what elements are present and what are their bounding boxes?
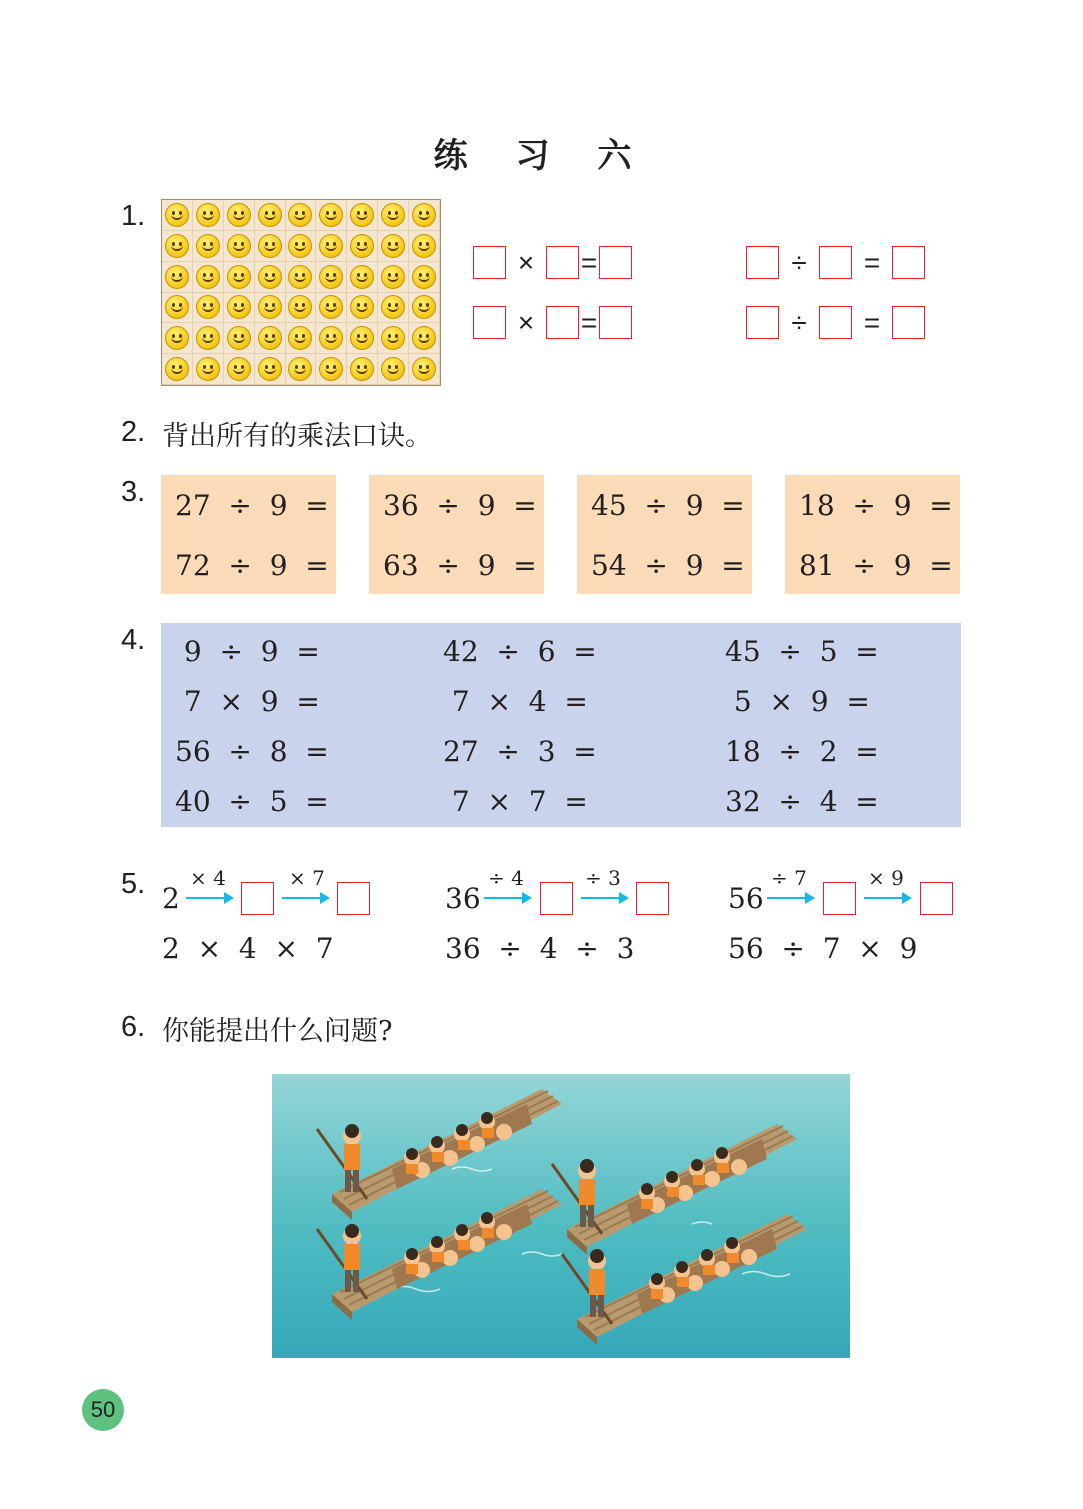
grid-cell [162, 354, 193, 385]
smiley-face-icon [227, 295, 251, 319]
grid-cell [193, 231, 224, 262]
grid-cell [162, 262, 193, 293]
answer-box[interactable] [920, 882, 953, 915]
page-number-badge: 50 [82, 1389, 124, 1431]
equation: 7 × 7 = [443, 785, 588, 818]
equation: 45 ÷ 9 = [591, 489, 745, 522]
grid-cell [347, 293, 378, 324]
answer-box[interactable] [546, 306, 579, 339]
grid-cell [162, 200, 193, 231]
grid-cell [224, 262, 255, 293]
grid-cell [347, 262, 378, 293]
times-sign: × [517, 306, 535, 338]
grid-cell [255, 231, 286, 262]
question-2-number: 2. [121, 416, 146, 448]
arrow-icon [186, 897, 232, 899]
question-2-text: 背出所有的乘法口诀。 [162, 421, 432, 452]
smiley-face-icon [196, 234, 220, 258]
equation: 18 ÷ 2 = [725, 735, 879, 768]
smiley-face-icon [319, 234, 343, 258]
smiley-face-icon [288, 203, 312, 227]
smiley-face-icon [196, 326, 220, 350]
smiley-face-icon [319, 265, 343, 289]
arrow-icon [864, 897, 910, 899]
smiley-face-icon [227, 203, 251, 227]
grid-cell [162, 231, 193, 262]
answer-box[interactable] [599, 306, 632, 339]
grid-cell [316, 354, 347, 385]
grid-cell [193, 262, 224, 293]
equals-sign: = [863, 306, 881, 338]
answer-box[interactable] [241, 882, 274, 915]
grid-cell [316, 231, 347, 262]
arrow-icon [767, 897, 813, 899]
grid-cell [255, 200, 286, 231]
smiley-face-icon [412, 234, 436, 258]
equation: 9 ÷ 9 = [175, 635, 320, 668]
grid-cell [255, 354, 286, 385]
smiley-face-icon [196, 357, 220, 381]
grid-cell [409, 354, 440, 385]
smiley-face-icon [319, 203, 343, 227]
grid-cell [162, 293, 193, 324]
smiley-face-icon [412, 357, 436, 381]
grid-cell [224, 354, 255, 385]
smiley-face-icon [381, 326, 405, 350]
equation: 7 × 9 = [175, 685, 320, 718]
smiley-face-icon [350, 203, 374, 227]
grid-cell [286, 293, 317, 324]
smiley-face-icon [258, 326, 282, 350]
smiley-face-icon [227, 357, 251, 381]
chain-start-number: 56 [728, 882, 764, 915]
smiley-face-icon [165, 326, 189, 350]
smiley-face-icon [412, 203, 436, 227]
smiley-face-icon [288, 234, 312, 258]
grid-cell [224, 200, 255, 231]
smiley-face-icon [165, 295, 189, 319]
grid-cell [409, 231, 440, 262]
smiley-face-icon [165, 357, 189, 381]
grid-cell [347, 354, 378, 385]
operation-label: × 4 [190, 866, 226, 890]
smiley-face-icon [381, 265, 405, 289]
grid-cell [224, 323, 255, 354]
grid-cell [224, 293, 255, 324]
equation: 32 ÷ 4 = [725, 785, 879, 818]
answer-box[interactable] [540, 882, 573, 915]
grid-cell [378, 262, 409, 293]
equation: 5 × 9 = [725, 685, 870, 718]
smiley-face-icon [381, 234, 405, 258]
grid-cell [286, 262, 317, 293]
arrow-icon [484, 897, 530, 899]
grid-cell [378, 293, 409, 324]
equation: 40 ÷ 5 = [175, 785, 329, 818]
arrow-icon [581, 897, 627, 899]
answer-box[interactable] [746, 246, 779, 279]
smiley-face-icon [165, 234, 189, 258]
operation-label: ÷ 7 [771, 866, 807, 890]
answer-box[interactable] [892, 306, 925, 339]
smiley-face-icon [319, 357, 343, 381]
smiley-face-icon [350, 357, 374, 381]
smiley-face-icon [288, 265, 312, 289]
grid-cell [316, 293, 347, 324]
grid-cell [378, 231, 409, 262]
smiley-face-icon [319, 326, 343, 350]
answer-box[interactable] [546, 246, 579, 279]
question-1-number: 1. [121, 200, 146, 232]
equals-sign: = [580, 246, 598, 278]
equation: 27 ÷ 3 = [443, 735, 597, 768]
grid-cell [347, 231, 378, 262]
equation: 56 ÷ 8 = [175, 735, 329, 768]
mixed-calculation-panel [161, 623, 961, 827]
grid-cell [347, 323, 378, 354]
q1-division-row-2 [746, 306, 925, 339]
equation: 27 ÷ 9 = [175, 489, 329, 522]
grid-cell [316, 323, 347, 354]
smiley-face-icon [258, 357, 282, 381]
grid-cell [286, 323, 317, 354]
smiley-face-icon [412, 326, 436, 350]
smiley-face-icon [258, 295, 282, 319]
grid-cell [193, 354, 224, 385]
grid-cell [193, 323, 224, 354]
page-title: 练 习 六 [433, 136, 650, 176]
smiley-face-icon [288, 326, 312, 350]
smiley-face-icon [288, 295, 312, 319]
grid-cell [316, 200, 347, 231]
grid-cell [409, 262, 440, 293]
question-6-number: 6. [121, 1011, 146, 1043]
smiley-face-icon [196, 203, 220, 227]
question-4-number: 4. [121, 624, 146, 656]
answer-box[interactable] [473, 306, 506, 339]
smiley-face-grid [161, 199, 441, 386]
chain-start-number: 2 [162, 882, 180, 915]
answer-box[interactable] [892, 246, 925, 279]
grid-cell [409, 200, 440, 231]
operation-label: × 9 [868, 866, 904, 890]
q1-multiplication-row-1 [473, 246, 632, 279]
question-5-number: 5. [121, 868, 146, 900]
equation: 54 ÷ 9 = [591, 549, 745, 582]
grid-cell [347, 200, 378, 231]
chain-start-number: 36 [445, 882, 481, 915]
chain-expression: 56 ÷ 7 × 9 [728, 932, 918, 965]
grid-cell [255, 323, 286, 354]
smiley-face-icon [350, 265, 374, 289]
answer-box[interactable] [823, 882, 856, 915]
chain-expression: 2 × 4 × 7 [162, 932, 334, 965]
grid-cell [316, 262, 347, 293]
division-group [577, 475, 752, 594]
smiley-face-icon [196, 265, 220, 289]
equation: 42 ÷ 6 = [443, 635, 597, 668]
equation: 18 ÷ 9 = [799, 489, 953, 522]
operation-label: × 7 [289, 866, 325, 890]
divide-sign: ÷ [791, 246, 807, 278]
smiley-face-icon [350, 295, 374, 319]
smiley-face-icon [227, 234, 251, 258]
equation: 63 ÷ 9 = [383, 549, 537, 582]
question-3-number: 3. [121, 476, 146, 508]
times-sign: × [517, 246, 535, 278]
divide-sign: ÷ [791, 306, 807, 338]
grid-cell [255, 293, 286, 324]
q1-division-row-1 [746, 246, 925, 279]
answer-box[interactable] [599, 246, 632, 279]
smiley-face-icon [381, 357, 405, 381]
chain-expression: 36 ÷ 4 ÷ 3 [445, 932, 635, 965]
equation: 45 ÷ 5 = [725, 635, 879, 668]
grid-cell [378, 323, 409, 354]
smiley-face-icon [165, 265, 189, 289]
division-group [369, 475, 544, 594]
smiley-face-icon [412, 295, 436, 319]
smiley-face-icon [165, 203, 189, 227]
answer-box[interactable] [819, 306, 852, 339]
question-6-text: 你能提出什么问题? [162, 1016, 393, 1047]
q1-multiplication-row-2 [473, 306, 632, 339]
operation-label: ÷ 4 [488, 866, 524, 890]
smiley-face-icon [196, 295, 220, 319]
equation: 72 ÷ 9 = [175, 549, 329, 582]
answer-box[interactable] [636, 882, 669, 915]
smiley-face-icon [350, 326, 374, 350]
smiley-face-icon [288, 357, 312, 381]
grid-cell [193, 293, 224, 324]
grid-cell [378, 200, 409, 231]
smiley-face-icon [381, 203, 405, 227]
smiley-face-icon [227, 326, 251, 350]
answer-box[interactable] [337, 882, 370, 915]
bamboo-rafts-illustration [272, 1074, 850, 1358]
smiley-face-icon [227, 265, 251, 289]
smiley-face-icon [258, 265, 282, 289]
smiley-face-icon [350, 234, 374, 258]
division-group [785, 475, 960, 594]
arrow-icon [282, 897, 328, 899]
smiley-face-icon [258, 203, 282, 227]
smiley-face-icon [319, 295, 343, 319]
grid-cell [193, 200, 224, 231]
grid-cell [255, 262, 286, 293]
operation-label: ÷ 3 [585, 866, 621, 890]
smiley-face-icon [381, 295, 405, 319]
equation: 36 ÷ 9 = [383, 489, 537, 522]
grid-cell [378, 354, 409, 385]
answer-box[interactable] [746, 306, 779, 339]
division-group [161, 475, 336, 594]
grid-cell [409, 293, 440, 324]
grid-cell [286, 354, 317, 385]
smiley-face-icon [412, 265, 436, 289]
grid-cell [286, 231, 317, 262]
equals-sign: = [863, 246, 881, 278]
smiley-face-icon [258, 234, 282, 258]
equation: 7 × 4 = [443, 685, 588, 718]
grid-cell [286, 200, 317, 231]
answer-box[interactable] [819, 246, 852, 279]
grid-cell [162, 323, 193, 354]
grid-cell [224, 231, 255, 262]
equals-sign: = [580, 306, 598, 338]
answer-box[interactable] [473, 246, 506, 279]
grid-cell [409, 323, 440, 354]
equation: 81 ÷ 9 = [799, 549, 953, 582]
